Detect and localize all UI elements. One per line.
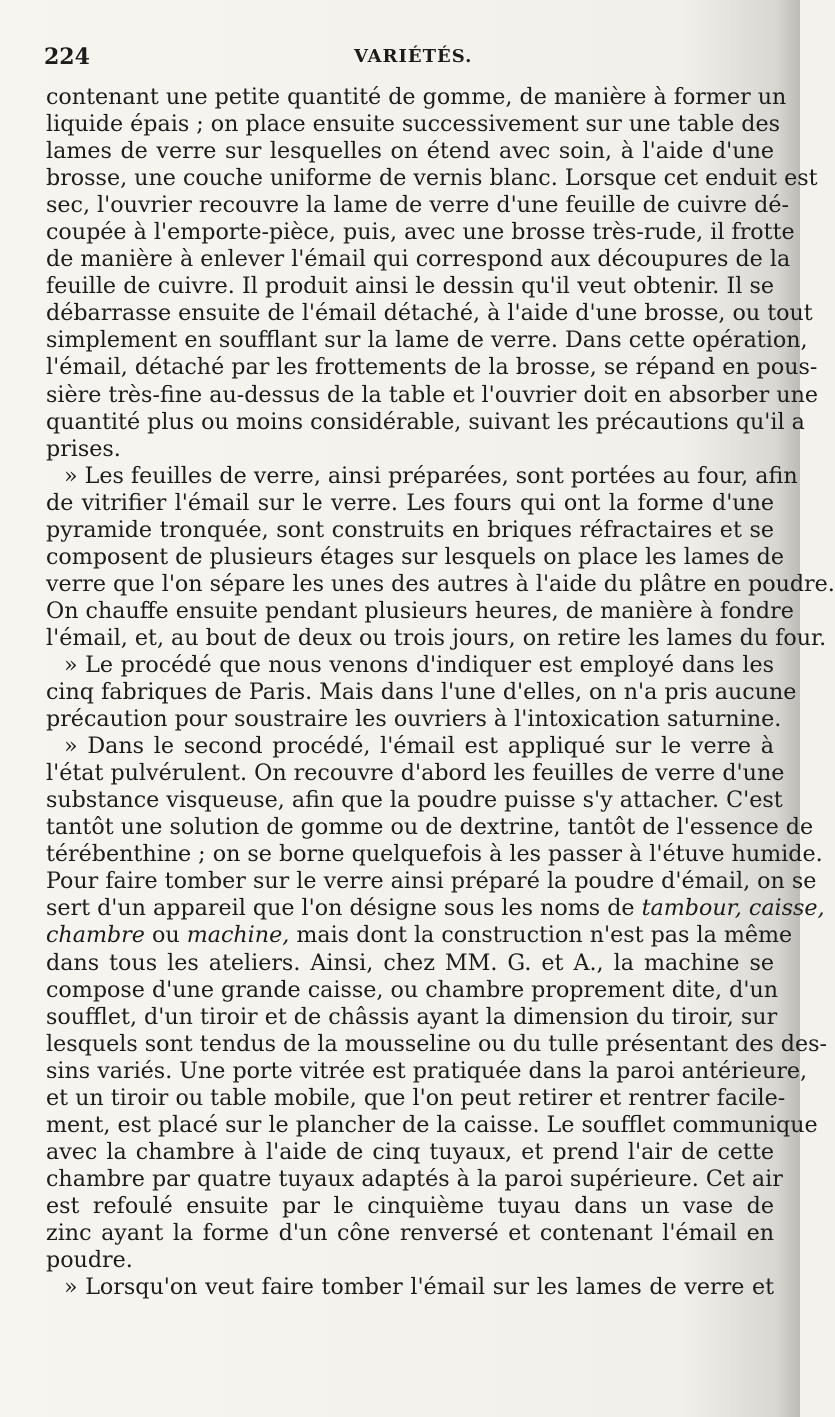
- text-line: térébenthine ; on se borne quelquefois à les passer à l'étuve humide.: [46, 841, 823, 868]
- text-line: » Le procédé que nous venons d'indiquer est employé dans les: [64, 651, 774, 678]
- text-line: débarrasse ensuite de l'émail détaché, à l'aide d'une brosse, ou tout: [46, 300, 813, 327]
- text-line: Pour faire tomber sur le verre ainsi préparé la poudre d'émail, on se: [46, 868, 817, 895]
- text-line: lesquels sont tendus de la mousseline ou du tulle présentant des des-: [46, 1030, 828, 1057]
- page-header: [44, 44, 770, 80]
- text-line: contenant une petite quantité de gomme, de manière à former un: [46, 84, 787, 110]
- text-line: coupée à l'emporte-pièce, puis, avec une brosse très-rude, il frotte: [46, 219, 795, 246]
- text-line: prises.: [46, 435, 121, 462]
- text-line: composent de plusieurs étages sur lesquels on place les lames de: [46, 543, 785, 570]
- text-line: liquide épais ; on place ensuite successivement sur une table des: [46, 111, 780, 138]
- text-line: chambre par quatre tuyaux adaptés à la paroi supérieure. Cet air: [46, 1165, 783, 1192]
- text-line: » Lorsqu'on veut faire tomber l'émail sur les lames de verre et: [64, 1274, 774, 1301]
- body-text: [46, 84, 835, 1301]
- text-line: compose d'une grande caisse, ou chambre proprement dite, d'un: [46, 976, 779, 1003]
- text-line: et un tiroir ou table mobile, que l'on peut retirer et rentrer facile-: [46, 1084, 786, 1111]
- text-line: de vitrifier l'émail sur le verre. Les fours qui ont la forme d'une: [46, 489, 774, 516]
- text-line: substance visqueuse, afin que la poudre puisse s'y attacher. C'est: [46, 787, 783, 814]
- text-line: lames de verre sur lesquelles on étend avec soin, à l'aide d'une: [46, 138, 774, 165]
- text-line: brosse, une couche uniforme de vernis blanc. Lorsque cet enduit est: [46, 165, 818, 192]
- text-line: sière très-fine au-dessus de la table et l'ouvrier doit en absorber une: [46, 381, 819, 408]
- text-line: poudre.: [46, 1247, 133, 1274]
- text-line: l'état pulvérulent. On recouvre d'abord les feuilles de verre d'une: [46, 760, 785, 787]
- text-line: quantité plus ou moins considérable, suivant les précautions qu'il a: [46, 408, 805, 435]
- text-line: pyramide tronquée, sont construits en briques réfractaires et se: [46, 516, 774, 543]
- text-line: tantôt une solution de gomme ou de dextrine, tantôt de l'essence de: [46, 814, 814, 841]
- text-line: chambre ou machine, mais dont la construction n'est pas la même: [46, 922, 793, 949]
- text-line: feuille de cuivre. Il produit ainsi le dessin qu'il veut obtenir. Il se: [46, 273, 774, 300]
- text-line: l'émail, et, au bout de deux ou trois jours, on retire les lames du four.: [46, 624, 827, 651]
- text-line: dans tous les ateliers. Ainsi, chez MM. G. et A., la machine se: [46, 949, 774, 976]
- text-line: verre que l'on sépare les unes des autres à l'aide du plâtre en poudre.: [46, 570, 835, 597]
- text-line: avec la chambre à l'aide de cinq tuyaux, et prend l'air de cette: [46, 1138, 774, 1165]
- text-line: est refoulé ensuite par le cinquième tuyau dans un vase de: [46, 1192, 774, 1219]
- text-line: cinq fabriques de Paris. Mais dans l'une d'elles, on n'a pris aucune: [46, 679, 797, 706]
- running-head: VARIÉTÉS.: [354, 46, 473, 67]
- text-line: l'émail, détaché par les frottements de la brosse, se répand en pous-: [46, 354, 818, 381]
- text-line: précaution pour soustraire les ouvriers à l'intoxication saturnine.: [46, 706, 782, 733]
- text-line: On chauffe ensuite pendant plusieurs heures, de manière à fondre: [46, 597, 794, 624]
- text-line: sert d'un appareil que l'on désigne sous les noms de tambour, caisse,: [46, 895, 825, 922]
- text-line: zinc ayant la forme d'un cône renversé et contenant l'émail en: [46, 1219, 774, 1246]
- text-line: » Les feuilles de verre, ainsi préparées, sont portées au four, afin: [64, 462, 798, 489]
- text-line: soufflet, d'un tiroir et de châssis ayant la dimension du tiroir, sur: [46, 1003, 778, 1030]
- text-line: sec, l'ouvrier recouvre la lame de verre d'une feuille de cuivre dé-: [46, 192, 789, 219]
- page-number: 224: [44, 44, 90, 70]
- text-line: simplement en soufflant sur la lame de verre. Dans cette opération,: [46, 327, 808, 354]
- text-line: de manière à enlever l'émail qui correspond aux découpures de la: [46, 246, 791, 273]
- text-line: ment, est placé sur le plancher de la caisse. Le soufflet communique: [46, 1111, 818, 1138]
- text-line: » Dans le second procédé, l'émail est appliqué sur le verre à: [64, 733, 774, 760]
- text-line: sins variés. Une porte vitrée est pratiquée dans la paroi antérieure,: [46, 1057, 808, 1084]
